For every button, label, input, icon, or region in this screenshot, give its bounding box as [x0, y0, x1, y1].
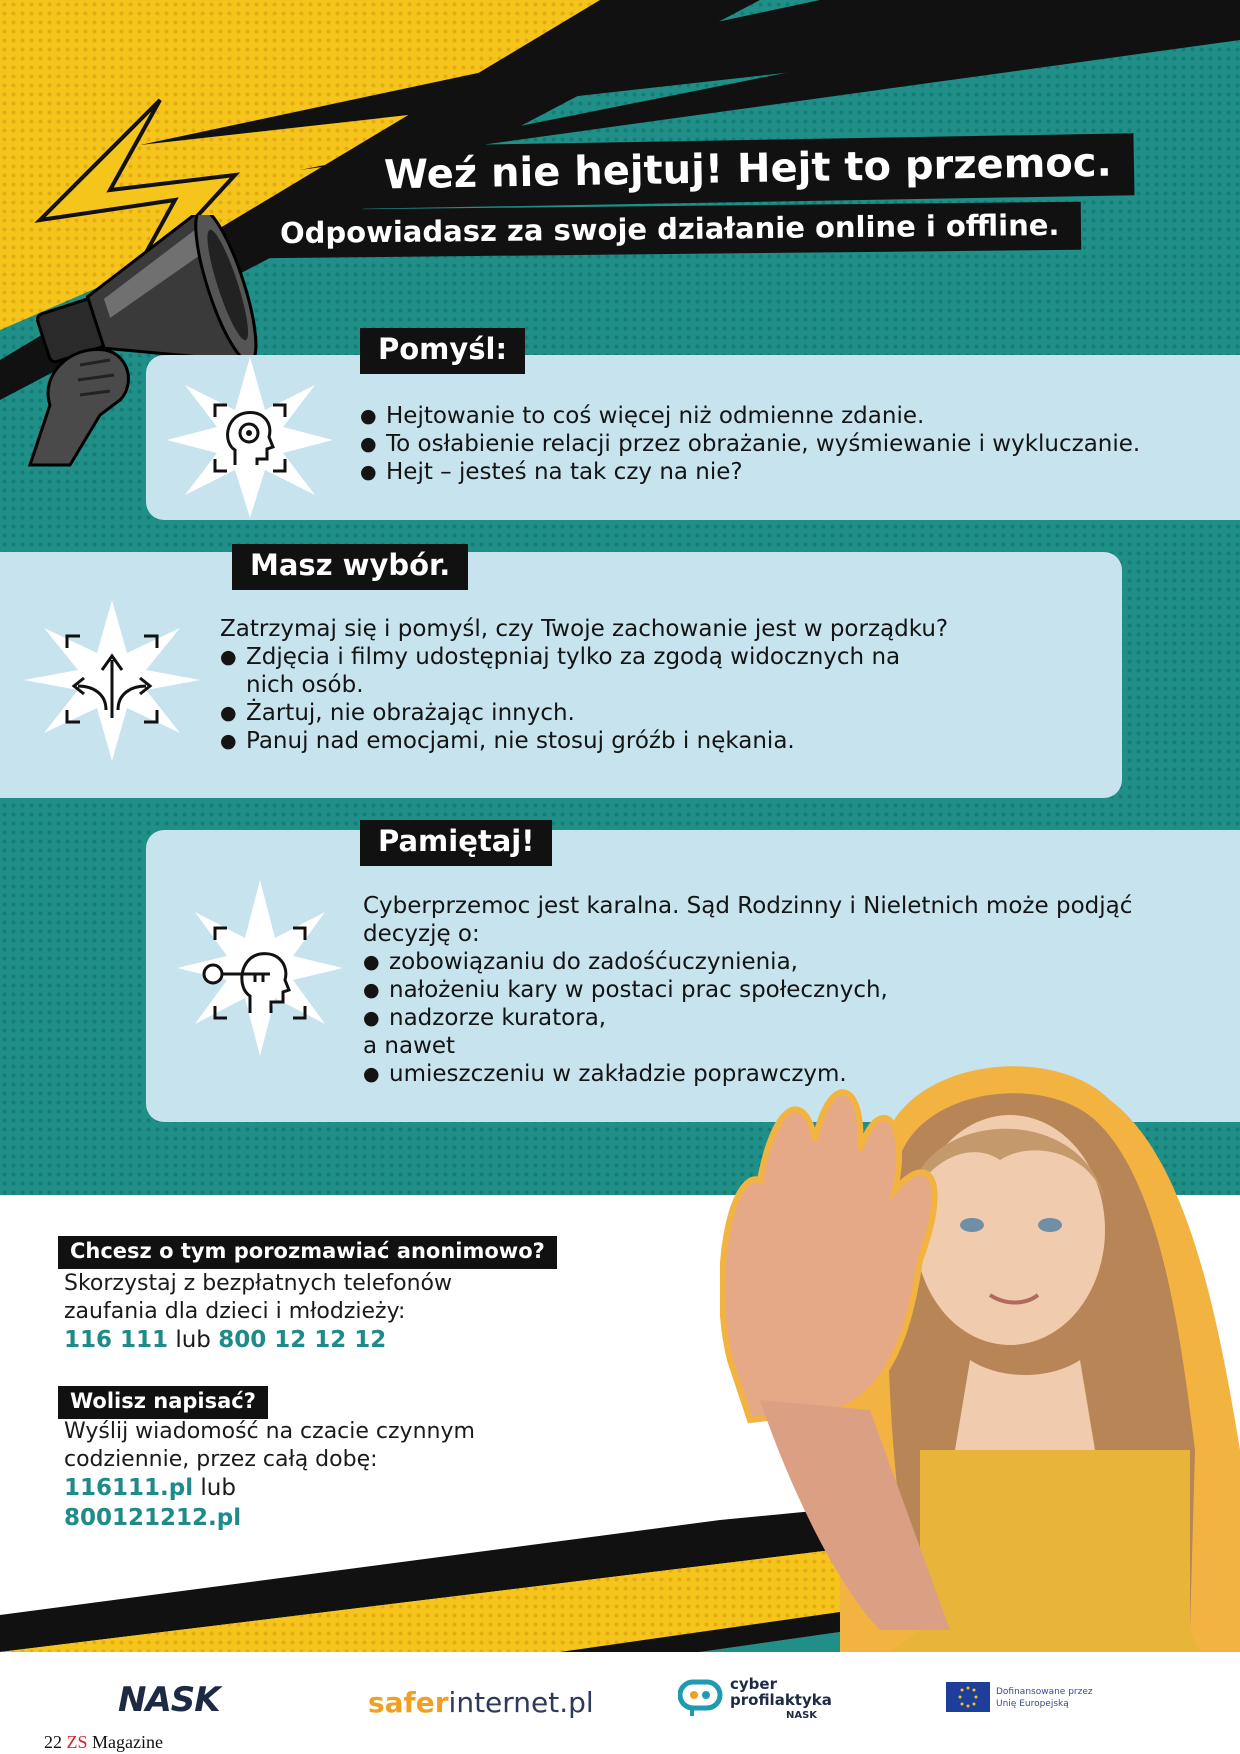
phone-numbers: [64, 1326, 386, 1354]
eu-flag-icon: [946, 1682, 990, 1712]
section-remember-connector: a nawet: [363, 1033, 456, 1059]
list-item: ● Żartuj, nie obrażając innych.: [220, 699, 1100, 727]
chat-site-line-1: [64, 1474, 236, 1502]
phone-connector: lub: [175, 1327, 211, 1353]
section-think-tag: Pomyśl:: [360, 328, 525, 374]
chat-site-line-2: [64, 1504, 241, 1532]
chat-help-text: Wyślij wiadomość na czacie czynnym codziennie, przez całą dobę:: [64, 1419, 475, 1472]
chat-connector: lub: [200, 1475, 236, 1501]
list-item: ● zobowiązaniu do zadośćuczynienia,: [363, 948, 1163, 976]
list-item: ● Panuj nad emocjami, nie stosuj gróźb i nękania.: [220, 727, 1100, 755]
girl-stop-gesture-photo: [720, 1030, 1240, 1652]
list-item: ● nadzorze kuratora,: [363, 1004, 1163, 1032]
split-arrows-icon: [22, 598, 202, 763]
list-item: ● To osłabienie relacji przez obrażanie, wyśmiewanie i wykluczanie.: [360, 430, 1220, 458]
section-choice-content: [220, 615, 1100, 755]
phone-help-text: Skorzystaj z bezpłatnych telefonów zaufania dla dzieci i młodzieży:: [64, 1271, 452, 1324]
section-remember-intro: Cyberprzemoc jest karalna. Sąd Rodzinny i Nieletnich może podjąć decyzję o:: [363, 893, 1133, 947]
page-title: Weź nie hejtuj! Hejt to przemoc.: [362, 133, 1135, 208]
page-footer: 22 ZS Magazine: [44, 1732, 163, 1752]
saferinternet-logo: saferinternet.pl: [368, 1686, 594, 1719]
list-item: ● Zdjęcia i filmy udostępniaj tylko za zgodą widocznych na nich osób.: [220, 643, 906, 699]
head-gear-icon: [165, 355, 335, 520]
section-think-list: [360, 402, 1220, 486]
chat-help-tag: Wolisz napisać?: [58, 1386, 268, 1419]
nask-logo: NASK: [118, 1680, 220, 1720]
chat-site-link[interactable]: 800121212.pl: [64, 1505, 242, 1531]
list-item: ● Hejt – jesteś na tak czy na nie?: [360, 458, 1220, 486]
eu-funding-text: Dofinansowane przez Unię Europejską: [996, 1687, 1093, 1709]
list-item: ● umieszczeniu w zakładzie poprawczym.: [363, 1060, 1163, 1088]
chat-site-link[interactable]: 116111.pl: [64, 1475, 194, 1501]
head-key-icon: [175, 878, 345, 1058]
phone-help-tag: Chcesz o tym porozmawiać anonimowo?: [58, 1236, 557, 1269]
cyberprofilaktyka-logo: cyber profilaktyka NASK: [730, 1675, 832, 1721]
list-item: ● Hejtowanie to coś więcej niż odmienne zdanie.: [360, 402, 1220, 430]
section-remember-tag: Pamiętaj!: [360, 820, 552, 866]
phone-number-link[interactable]: 800 12 12 12: [218, 1327, 387, 1353]
page-subtitle: Odpowiadasz za swoje działanie online i offline.: [258, 202, 1082, 259]
cyberprofilaktyka-logo-icon: [678, 1678, 724, 1718]
phone-number-link[interactable]: 116 111: [64, 1327, 169, 1353]
section-choice-tag: Masz wybór.: [232, 544, 468, 590]
list-item: ● nałożeniu kary w postaci prac społecznych,: [363, 976, 1163, 1004]
section-choice-intro: Zatrzymaj się i pomyśl, czy Twoje zachowanie jest w porządku?: [220, 616, 949, 642]
